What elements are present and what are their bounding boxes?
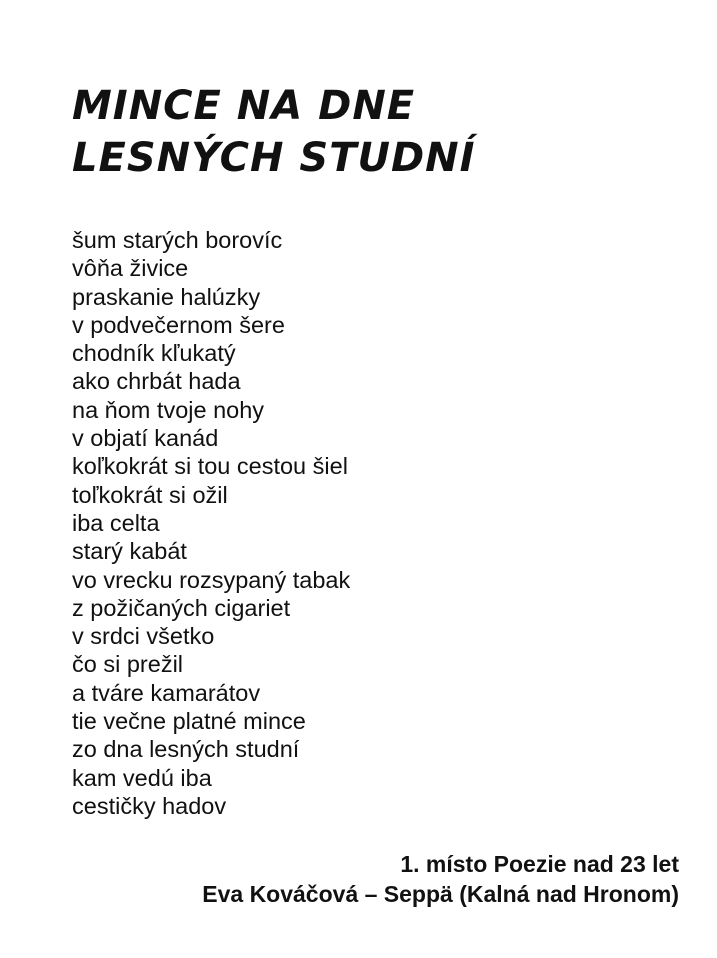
poem-line: chodník kľukatý [72,340,236,367]
poem-line: praskanie halúzky [72,283,261,310]
poem-line: v podvečernom šere [72,311,285,338]
poem-body [72,226,350,820]
poem-line: tie večne platné mince [72,708,306,735]
poem-line: zo dna lesných studní [72,736,300,763]
poem-line: toľkokrát si ožil [72,481,228,508]
poem-line: na ňom tvoje nohy [72,396,265,423]
poem-line: v objatí kanád [72,425,219,452]
poem-line: šum starých borovíc [72,227,283,253]
poem-line: starý kabát [72,538,187,565]
poem-line: cestičky hadov [72,792,227,819]
poem-title-line-1: MINCE NA DNE [72,83,416,129]
poem-line: koľkokrát si tou cestou šiel [72,453,348,480]
poem-title-line-2: LESNÝCH STUDNÍ [72,135,476,181]
author-line: Eva Kováčová – Seppä (Kalná nad Hronom) [202,881,679,907]
poem-line: ako chrbát hada [72,368,241,395]
poem-line: z požičaných cigariet [72,594,291,621]
poem-line: vo vrecku rozsypaný tabak [72,566,351,593]
poem-credits [202,849,679,909]
poem-line: čo si prežil [72,651,184,678]
award-line: 1. místo Poezie nad 23 let [400,851,679,877]
poem-line: a tváre kamarátov [72,679,261,706]
poem-line: iba celta [72,509,160,536]
poem-title [72,80,476,184]
poem-line: v srdci všetko [72,623,215,650]
poem-line: kam vedú iba [72,764,212,791]
poem-line: vôňa živice [72,255,189,282]
